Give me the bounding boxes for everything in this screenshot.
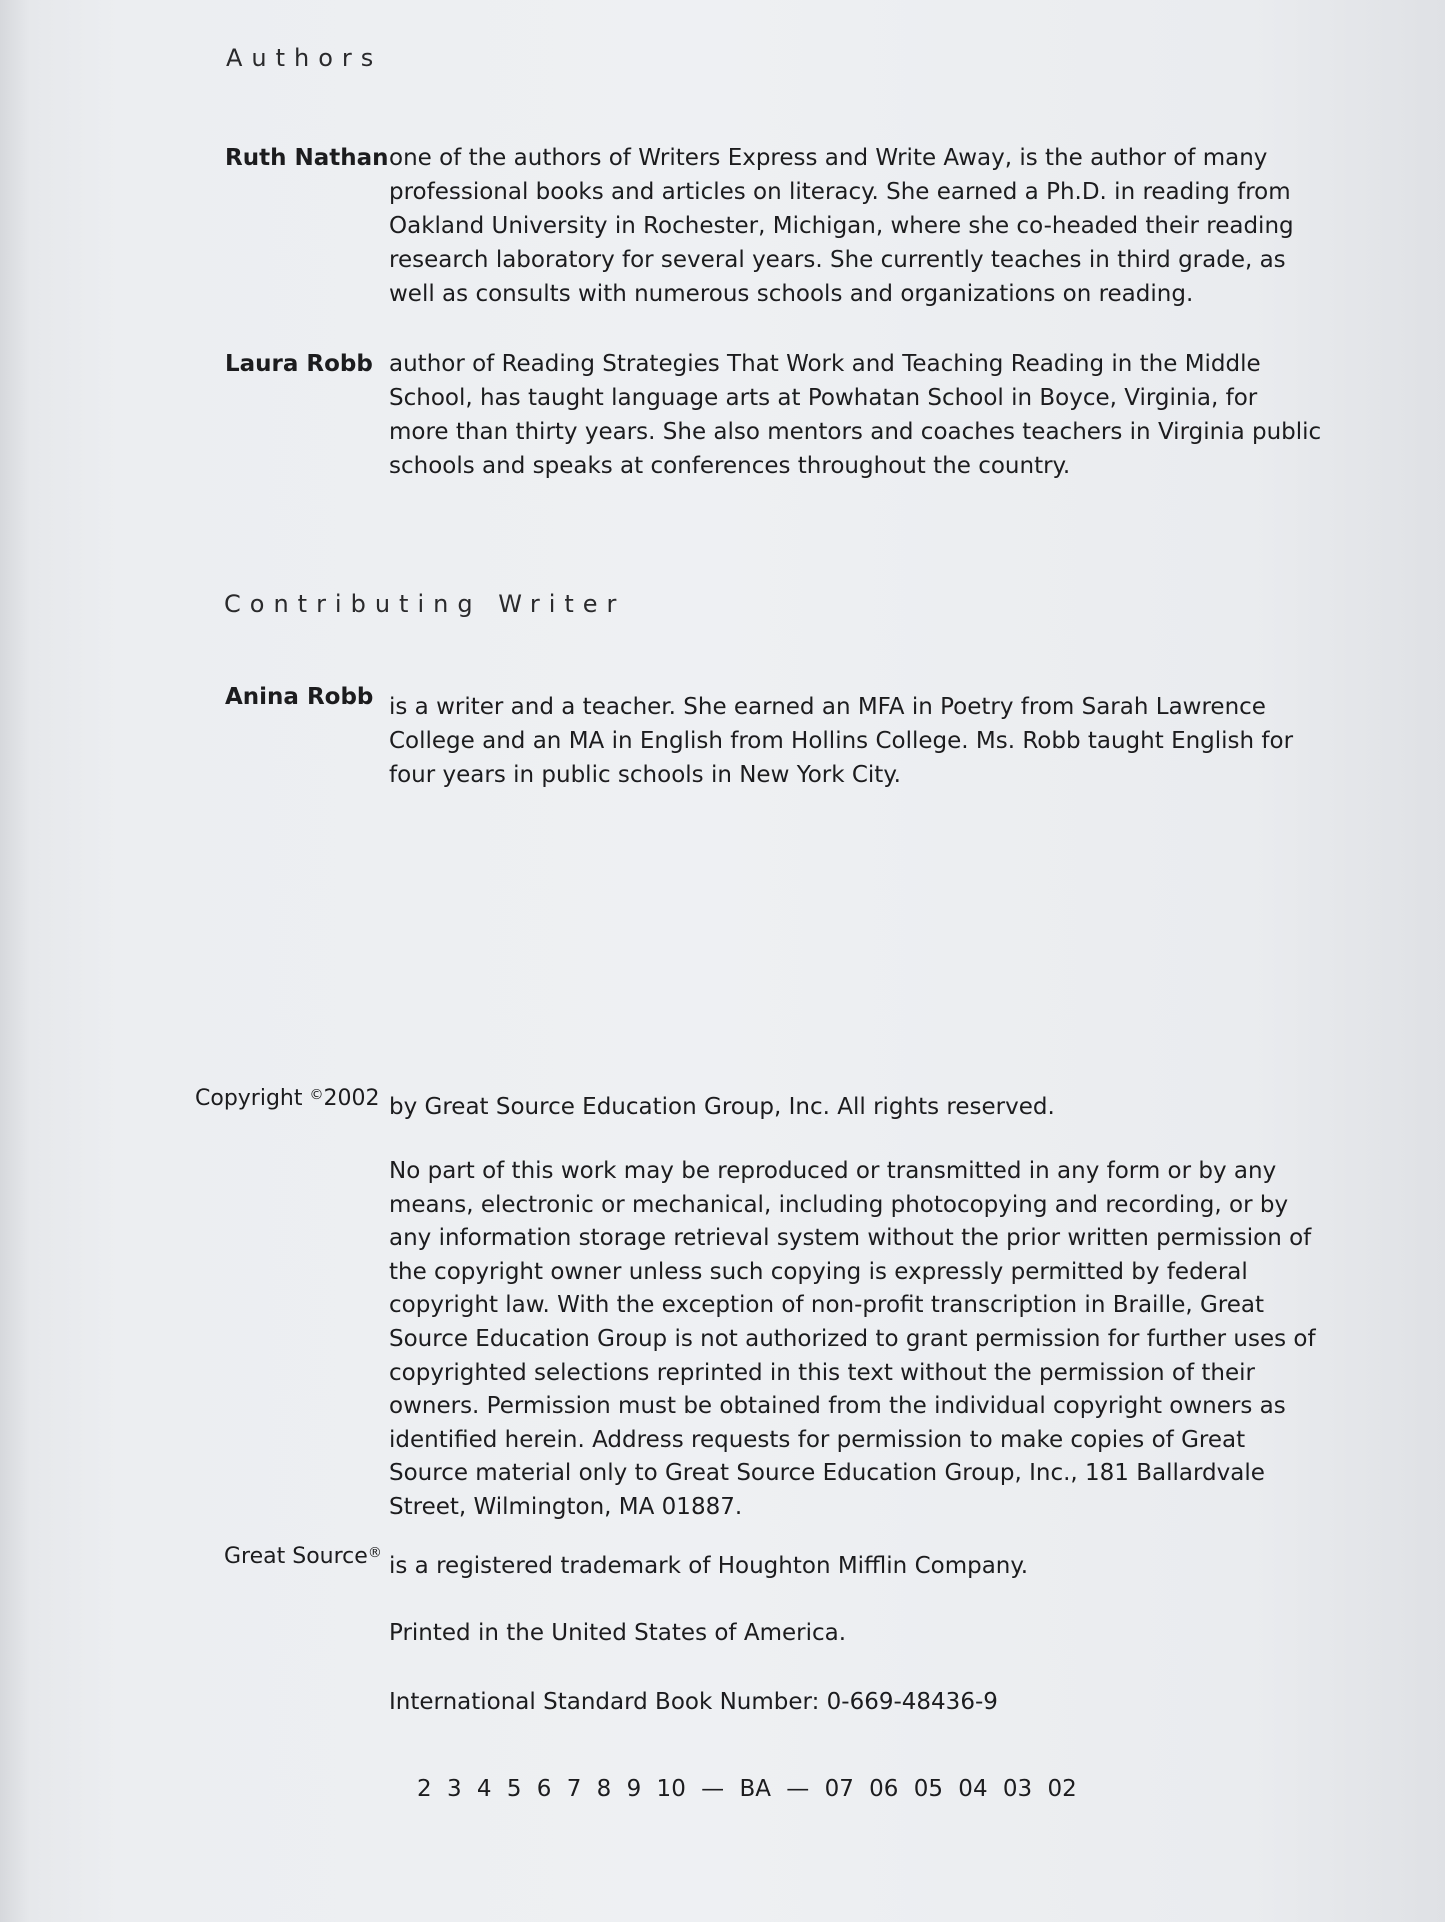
- bio-line: research laboratory for several years. She currently teaches in third grade, as: [389, 247, 1286, 273]
- bio-line: College and an MA in English from Hollins College. Ms. Robb taught English for: [389, 728, 1294, 754]
- contributor-name-anina-robb: Anina Robb: [225, 684, 374, 710]
- copyright-year: 2002: [323, 1086, 380, 1111]
- paragraph-line: Source material only to Great Source Education Group, Inc., 181 Ballardvale: [389, 1460, 1265, 1487]
- bio-line: four years in public schools in New York City.: [389, 762, 901, 788]
- paragraph-line: means, electronic or mechanical, including photocopying and recording, or by: [389, 1191, 1289, 1218]
- registered-symbol: ®: [367, 1545, 382, 1561]
- bio-line: more than thirty years. She also mentors and coaches teachers in Virginia public: [389, 419, 1322, 445]
- printing-number-line: 2 3 4 5 6 7 8 9 10 — BA — 07 06 05 04 03 02: [417, 1776, 1077, 1802]
- bio-line: schools and speaks at conferences throughout the country.: [389, 453, 1071, 479]
- isbn-statement: International Standard Book Number: 0-669-48436-9: [389, 1689, 998, 1715]
- copyright-word: Copyright: [195, 1086, 303, 1111]
- author-name-laura-robb: Laura Robb: [225, 351, 373, 377]
- paragraph-line: copyright law. With the exception of non-profit transcription in Braille, Great: [389, 1292, 1265, 1319]
- paragraph-line: copyrighted selections reprinted in this text without the permission of their: [389, 1359, 1255, 1386]
- contributor-bio-anina-robb: [389, 690, 1293, 792]
- contributing-writer-heading: Contributing Writer: [224, 590, 626, 618]
- author-bio-laura-robb: [389, 347, 1321, 483]
- paragraph-line: identified herein. Address requests for permission to make copies of Great: [389, 1426, 1246, 1453]
- bio-line: one of the authors of Writers Express and Write Away, is the author of many: [389, 145, 1268, 171]
- trademark-word: Great Source: [224, 1544, 368, 1569]
- bio-line: is a writer and a teacher. She earned an MFA in Poetry from Sarah Lawrence: [389, 694, 1266, 720]
- trademark-statement: is a registered trademark of Houghton Mifflin Company.: [389, 1553, 1029, 1579]
- paragraph-line: owners. Permission must be obtained from the individual copyright owners as: [389, 1393, 1286, 1420]
- bio-line: well as consults with numerous schools and organizations on reading.: [389, 281, 1194, 307]
- bio-line: professional books and articles on literacy. She earned a Ph.D. in reading from: [389, 179, 1291, 205]
- trademark-label: [224, 1544, 382, 1569]
- bio-line: Oakland University in Rochester, Michigan, where she co-headed their reading: [389, 213, 1294, 239]
- copyright-statement: by Great Source Education Group, Inc. All rights reserved.: [389, 1094, 1055, 1120]
- paragraph-line: No part of this work may be reproduced or transmitted in any form or by any: [389, 1158, 1277, 1184]
- author-bio-ruth-nathan: [389, 141, 1294, 311]
- paragraph-line: the copyright owner unless such copying is expressly permitted by federal: [389, 1258, 1248, 1285]
- paragraph-line: any information storage retrieval system without the prior written permission of: [389, 1225, 1312, 1252]
- author-name-ruth-nathan: Ruth Nathan: [225, 145, 389, 171]
- bio-line: School, has taught language arts at Powhatan School in Boyce, Virginia, for: [389, 385, 1258, 411]
- printed-statement: Printed in the United States of America.: [389, 1620, 847, 1646]
- paragraph-line: Source Education Group is not authorized to grant permission for further uses of: [389, 1325, 1316, 1352]
- paragraph-line: Street, Wilmington, MA 01887.: [389, 1493, 743, 1520]
- bio-line: author of Reading Strategies That Work and Teaching Reading in the Middle: [389, 351, 1261, 377]
- authors-heading: Authors: [226, 44, 383, 72]
- copyright-label: [195, 1086, 380, 1111]
- copyright-symbol: ©: [309, 1087, 324, 1103]
- copyright-paragraph: [389, 1155, 1316, 1525]
